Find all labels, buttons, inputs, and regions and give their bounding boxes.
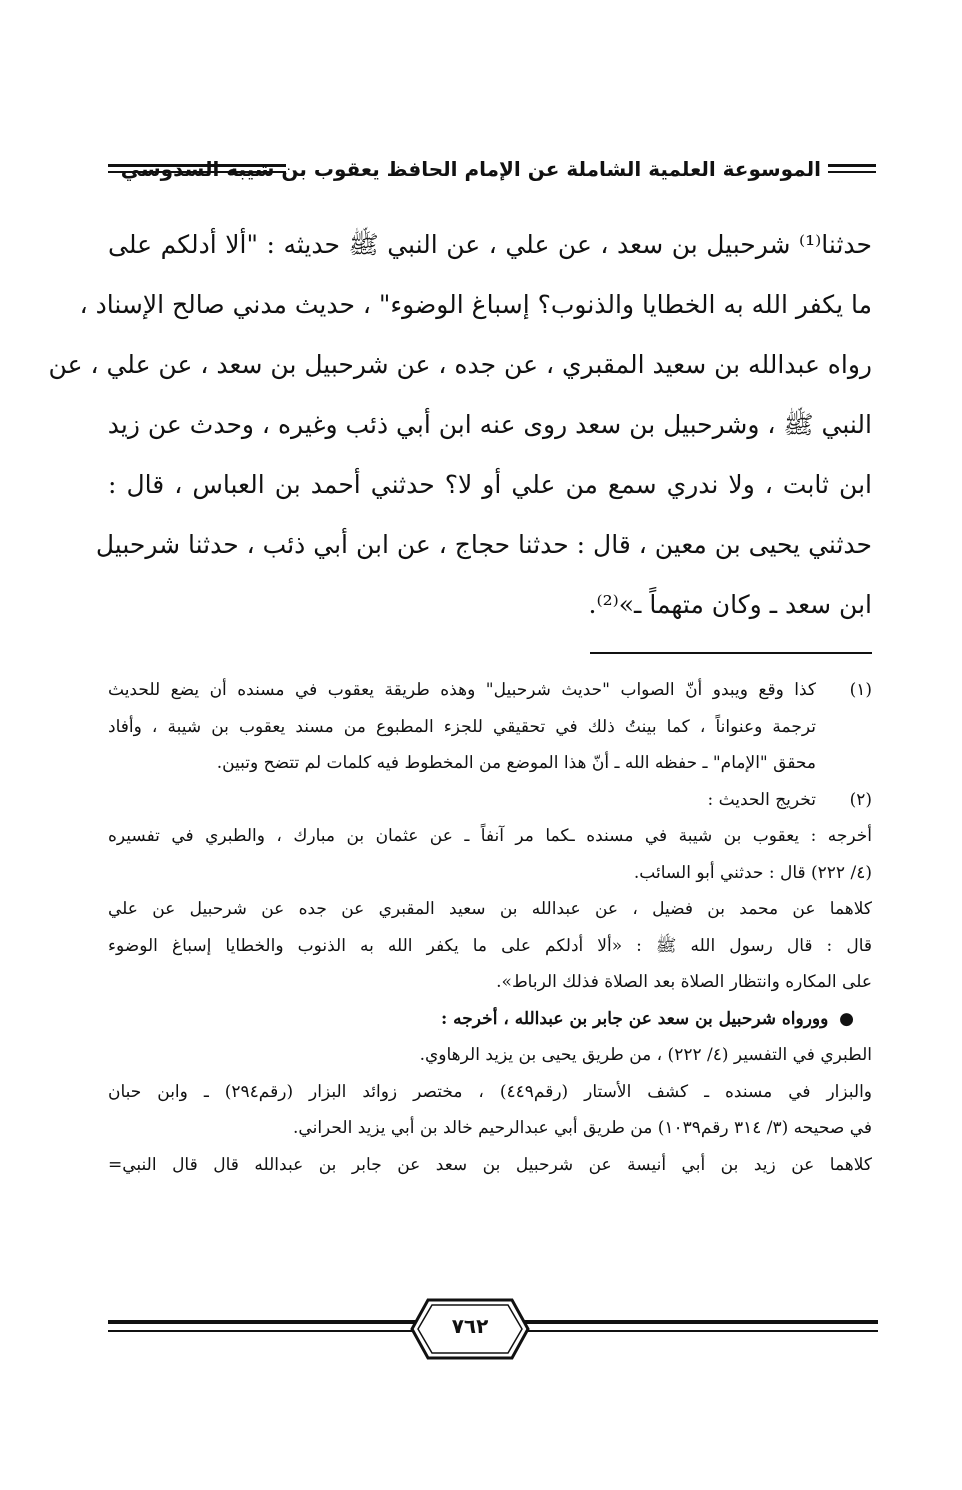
page-number: ٧٦٢ — [451, 1314, 489, 1338]
bullet-heading-row — [108, 1001, 872, 1038]
footnote-separator — [590, 652, 872, 654]
footnote-line: محقق "الإمام" ـ حفظه الله ـ أنّ هذا الموضع من المخطوط فيه كلمات لم تتضح وتبين. — [216, 753, 816, 773]
footnote-line: كلاهما عن محمد بن فضيل ، عن عبدالله بن سعيد المقبري عن جده عن شرحبيل عن علي — [108, 899, 872, 919]
page-number-badge — [410, 1298, 530, 1360]
main-line: حدثني يحيى بن معين ، قال : حدثنا حجاج ، عن ابن أبي ذئب ، حدثنا شرحبيل — [95, 530, 872, 559]
header-title: الموسوعة العلمية الشاملة عن الإمام الحافظ يعقوب بن شيبة السدوسي — [120, 157, 821, 181]
footnote-line: في صحيحه (٣/ ٣١٤ رقم١٠٣٩) من طريق أبي عبدالرحيم خالد بن أبي يزيد الحراني. — [293, 1118, 872, 1138]
main-line: حدثنا⁽¹⁾ شرحبيل بن سعد ، عن علي ، عن النبي ﷺ حديثه : "ألا أدلكم على — [108, 230, 872, 259]
running-header — [108, 150, 876, 194]
main-text — [48, 215, 872, 635]
header-rule-right-top — [828, 164, 876, 167]
main-line: ما يكفر الله به الخطايا والذنوب؟ إسباغ الوضوء" ، حديث مدني صالح الإسناد ، — [79, 290, 872, 319]
footer-rule-right-top — [514, 1320, 878, 1324]
footnote-line: قال : قال رسول الله ﷺ : «ألا أدلكم على ما يكفر الله به الذنوب والخطايا إسباغ الوضوء — [108, 935, 872, 956]
footnote-line: ترجمة وعنواناً ، كما بينتُ ذلك في تحقيقي للجزء المطبوع من مسند يعقوب بن شيبة ، وأفاد — [108, 716, 816, 737]
main-line: ابن سعد ـ وكان متهماً ـ»⁽²⁾. — [588, 590, 872, 619]
footnote-2 — [108, 782, 872, 1184]
footnote-line: أخرجه : يعقوب بن شيبة في مسنده ـكما مر آنفاً ـ عن عثمان بن مبارك ، والطبري في تفسيره — [108, 826, 872, 846]
main-line: النبي ﷺ ، وشرحبيل بن سعد روى عنه ابن أبي ذئب وغيره ، وحدث عن زيد — [107, 410, 872, 439]
footer-rule-left-bottom — [108, 1330, 426, 1332]
footnote-heading: تخريج الحديث : — [707, 789, 816, 810]
footer-rule-left-top — [108, 1320, 426, 1324]
footnote-1 — [108, 672, 872, 782]
header-rule-right-bottom — [828, 171, 876, 173]
footnotes — [108, 672, 872, 1183]
footer-rule-right-bottom — [514, 1330, 878, 1332]
footnote-number: (٢) — [849, 789, 872, 810]
footnote-number: (١) — [849, 680, 872, 700]
footnote-line: كلاهما عن زيد بن أبي أنيسة عن شرحبيل بن سعد عن جابر بن عبدالله قال قال النبي= — [108, 1154, 872, 1175]
bullet-heading: وورواه شرحبيل بن سعد عن جابر بن عبدالله ، أخرجه : — [440, 1008, 829, 1029]
footnote-line: (٤/ ٢٢٢) قال : حدثني أبو السائب. — [633, 862, 872, 883]
main-line: رواه عبدالله بن سعيد المقبري ، عن جده ، عن شرحبيل بن سعد ، عن علي ، عن — [48, 350, 872, 379]
footnote-line: كذا وقع ويبدو أنّ الصواب "حديث شرحبيل" وهذه طريقة يعقوب في مسنده أن يضع للحديث — [108, 680, 816, 700]
bullet-icon: ● — [828, 1008, 854, 1029]
footnote-line: الطبري في التفسير (٤/ ٢٢٢) ، من طريق يحيى بن يزيد الرهاوي. — [419, 1045, 872, 1065]
footnote-line: والبزار في مسنده ـ كشف الأستار (رقم٤٤٩) ، مختصر زوائد البزار (رقم٢٩٤) ـ وابن حبان — [108, 1081, 872, 1102]
main-line: ابن ثابت ، ولا ندري سمع من علي أو لا؟ حدثني أحمد بن العباس ، قال : — [108, 470, 872, 499]
footnote-line: على المكاره وانتظار الصلاة بعد الصلاة فذلك الرباط». — [496, 972, 872, 992]
